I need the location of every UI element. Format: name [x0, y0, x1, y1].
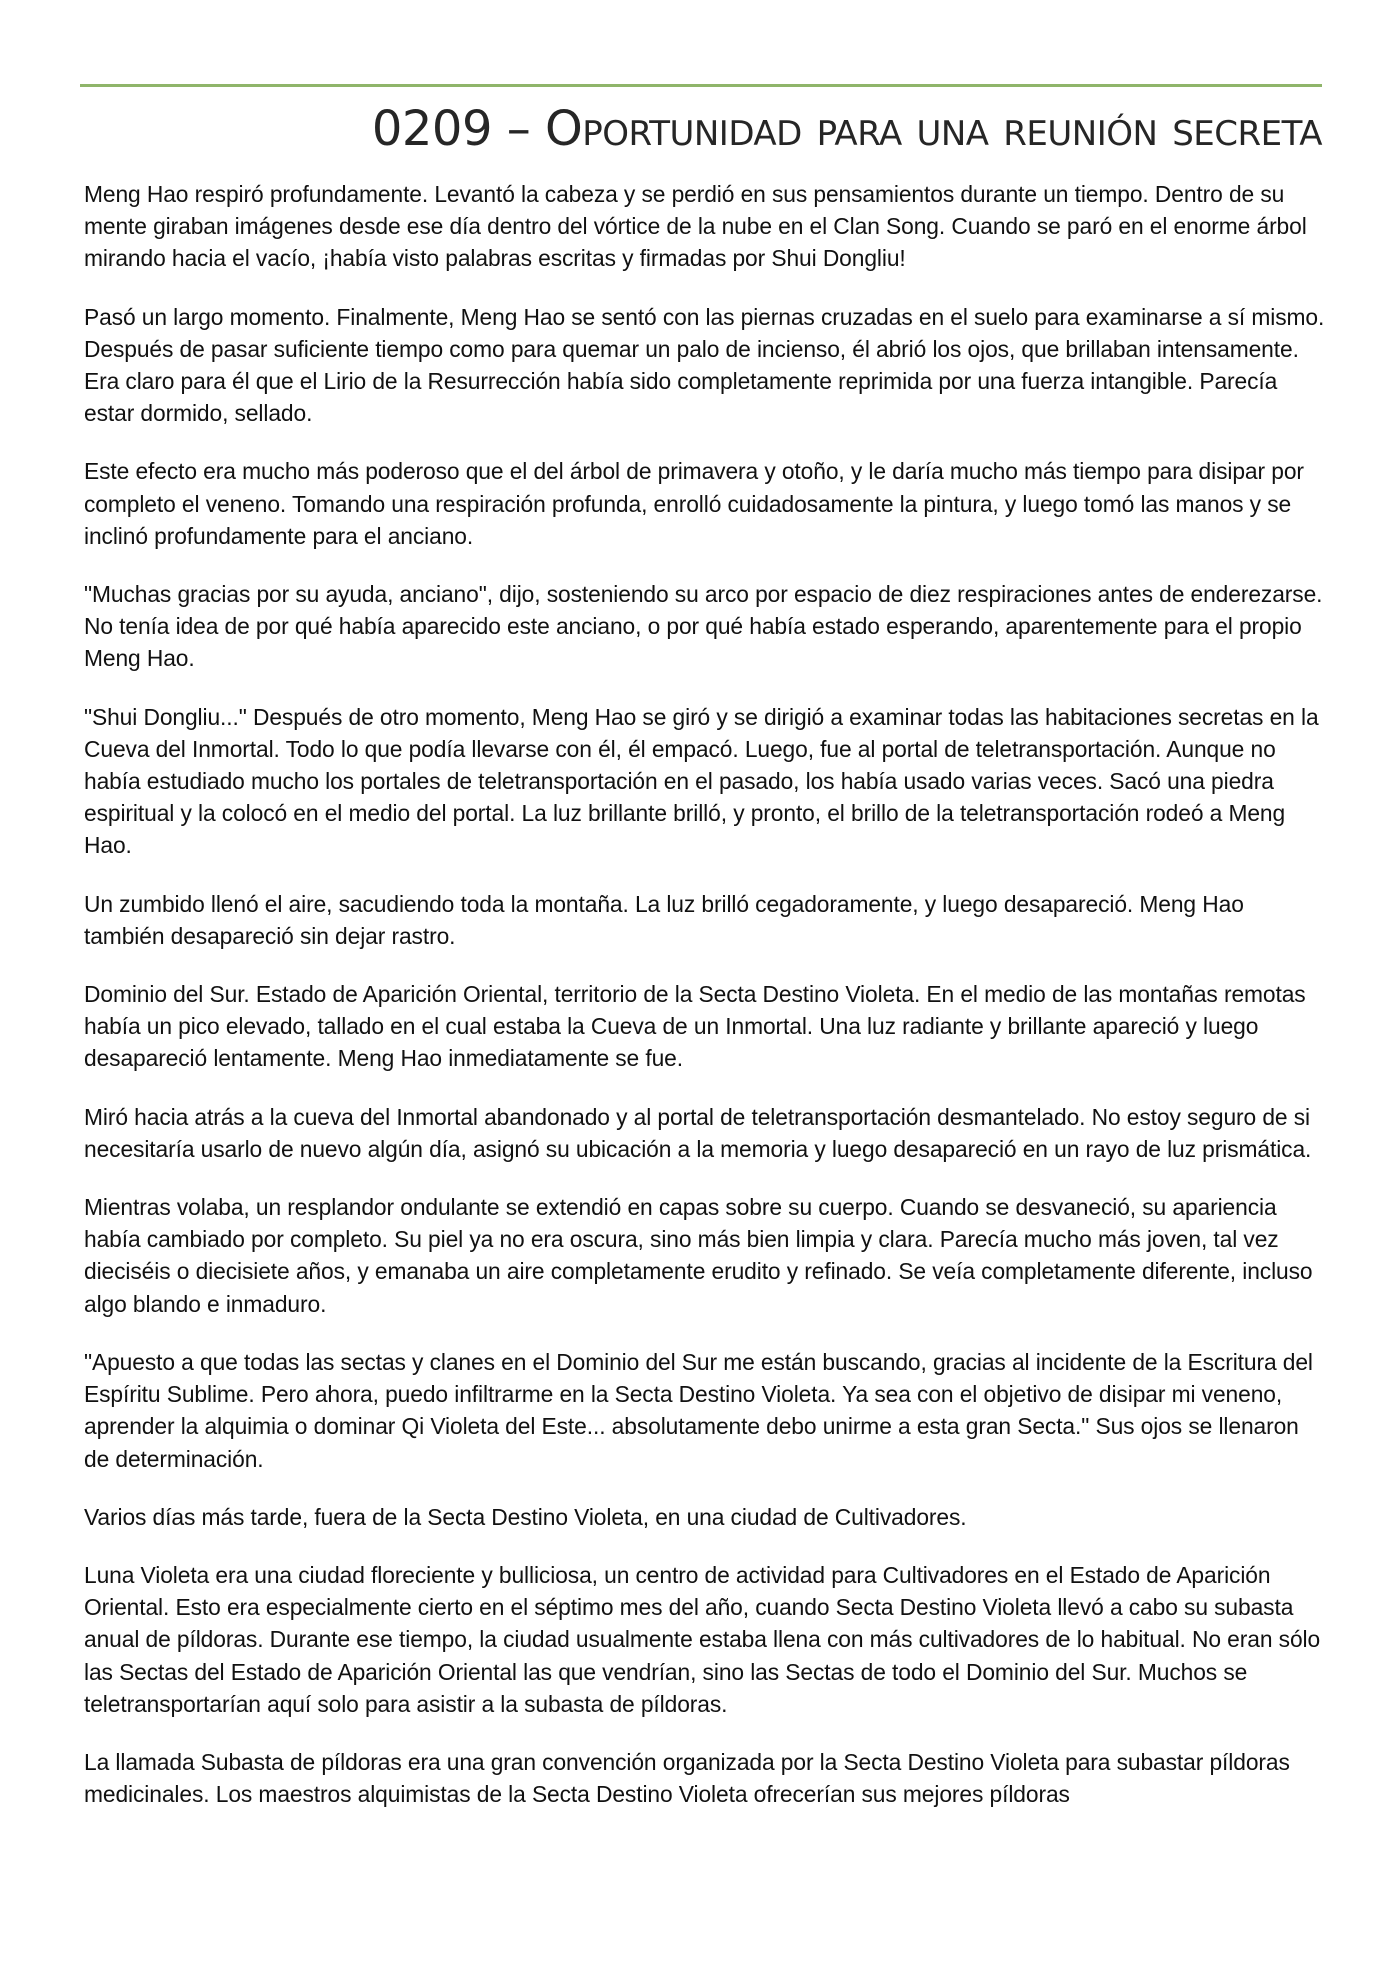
paragraph: Este efecto era mucho más poderoso que el del árbol de primavera y otoño, y le daría mucho más tiempo para disipar por completo el veneno. Tomando una respiración profunda, enrolló cuidadosamente la pintura, y luego tomó las manos y se inclinó profundamente para el anciano.	[84, 458, 1304, 549]
paragraph: Pasó un largo momento. Finalmente, Meng Hao se sentó con las piernas cruzadas en el suelo para examinarse a sí mismo. Después de pasar suficiente tiempo como para quemar un palo de incienso, él abrió los ojos, que brillaban intensamente. Era claro para él que el Lirio de la Resurrección había sido completamente reprimida por una fuerza intangible. Parecía estar dormido, sellado.	[84, 303, 1325, 427]
paragraph: Miró hacia atrás a la cueva del Inmortal abandonado y al portal de teletransportación desmantelado. No estoy seguro de si necesitaría usarlo de nuevo algún día, asignó su ubicación a la memoria y luego desapareció en un rayo de luz prismática.	[84, 1103, 1312, 1162]
chapter-title	[80, 96, 1322, 162]
chapter-number: 0209 –	[371, 101, 531, 157]
header-rule	[80, 84, 1322, 87]
paragraph: Dominio del Sur. Estado de Aparición Oriental, territorio de la Secta Destino Violeta. En el medio de las montañas remotas había un pico elevado, tallado en el cual estaba la Cueva de un Inmortal. Una luz radiante y brillante apareció y luego desapareció lentamente. Meng Hao inmediatamente se fue.	[84, 981, 1306, 1072]
chapter-title-text: Oportunidad para una reunión secreta	[545, 101, 1322, 157]
document-body	[84, 178, 1329, 1836]
paragraph: Luna Violeta era una ciudad floreciente y bulliciosa, un centro de actividad para Cultivadores en el Estado de Aparición Oriental. Esto era especialmente cierto en el séptimo mes del año, cuando Secta Destino Violeta llevó a cabo su subasta anual de píldoras. Durante ese tiempo, la ciudad usualmente estaba llena con más cultivadores de lo habitual. No eran sólo las Sectas del Estado de Aparición Oriental las que vendrían, sino las Sectas de todo el Dominio del Sur. Muchos se teletransportarían aquí solo para asistir a la subasta de píldoras.	[84, 1561, 1321, 1717]
paragraph: Mientras volaba, un resplandor ondulante se extendió en capas sobre su cuerpo. Cuando se desvaneció, su apariencia había cambiado por completo. Su piel ya no era oscura, sino más bien limpia y clara. Parecía mucho más joven, tal vez dieciséis o diecisiete años, y emanaba un aire completamente erudito y refinado. Se veía completamente diferente, incluso algo blando e inmaduro.	[84, 1194, 1313, 1317]
paragraph: "Apuesto a que todas las sectas y clanes en el Dominio del Sur me están buscando, gracias al incidente de la Escritura del Espíritu Sublime. Pero ahora, puedo infiltrarme en la Secta Destino Violeta. Ya sea con el objetivo de disipar mi veneno, aprender la alquimia o dominar Qi Violeta del Este... absolutamente debo unirme a esta gran Secta." Sus ojos se llenaron de determinación.	[84, 1348, 1313, 1472]
paragraph: Meng Hao respiró profundamente. Levantó la cabeza y se perdió en sus pensamientos durante un tiempo. Dentro de su mente giraban imágenes desde ese día dentro del vórtice de la nube en el Clan Song. Cuando se paró en el enorme árbol mirando hacia el vacío, ¡había visto palabras escritas y firmadas por Shui Dongliu!	[84, 181, 1307, 272]
paragraph: "Muchas gracias por su ayuda, anciano", dijo, sosteniendo su arco por espacio de diez respiraciones antes de enderezarse. No tenía idea de por qué había aparecido este anciano, o por qué había estado esperando, aparentemente para el propio Meng Hao.	[84, 581, 1323, 672]
paragraph: Varios días más tarde, fuera de la Secta Destino Violeta, en una ciudad de Cultivadores.	[84, 1503, 967, 1530]
paragraph: "Shui Dongliu..." Después de otro momento, Meng Hao se giró y se dirigió a examinar todas las habitaciones secretas en la Cueva del Inmortal. Todo lo que podía llevarse con él, él empacó. Luego, fue al portal de teletransportación. Aunque no había estudiado mucho los portales de teletransportación en el pasado, los había usado varias veces. Sacó una piedra espiritual y la colocó en el medio del portal. La luz brillante brilló, y pronto, el brillo de la teletransportación rodeó a Meng Hao.	[84, 703, 1319, 859]
paragraph: La llamada Subasta de píldoras era una gran convención organizada por la Secta Destino Violeta para subastar píldoras medicinales. Los maestros alquimistas de la Secta Destino Violeta ofrecerían sus mejores píldoras	[84, 1748, 1290, 1808]
paragraph: Un zumbido llenó el aire, sacudiendo toda la montaña. La luz brilló cegadoramente, y luego desapareció. Meng Hao también desapareció sin dejar rastro.	[84, 890, 1244, 949]
